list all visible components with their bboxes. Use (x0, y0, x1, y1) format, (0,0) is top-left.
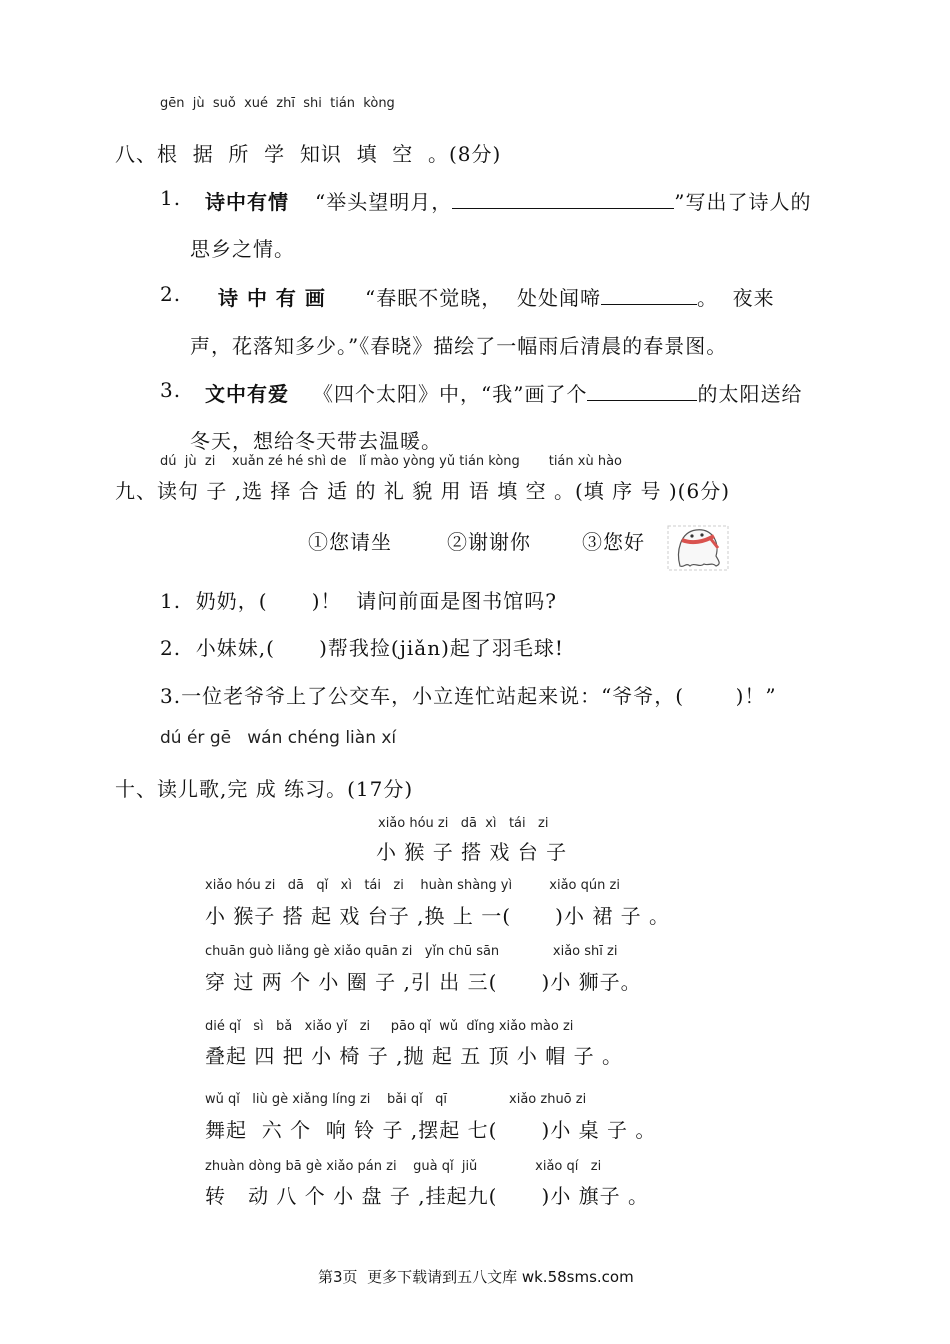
q8-1-text: “举头望明月， ”写出了诗人的 (315, 190, 812, 214)
q8-2-number: 2. (160, 282, 182, 306)
poem-line: 小 猴子 搭 起 戏 台子 ,换 上 一( )小 裙 子 。 (205, 904, 671, 928)
poem-line-pinyin: wǔ qǐ liù gè xiǎng líng zi bǎi qǐ qī xiǎo zhuō zi (205, 1092, 587, 1107)
q9-1: 1. 奶奶，( )！ 请问前面是图书馆吗? (160, 589, 557, 613)
section-10-title: 十、读儿歌,完 成 练习。(17分) (115, 777, 414, 801)
poem-line: 转 动 八 个 小 盘 子 ,挂起九( )小 旗子 。 (205, 1184, 650, 1208)
option-3: ③您好 (582, 530, 645, 554)
poem-line: 舞起 六 个 响 铃 子 ,摆起 七( )小 桌 子 。 (205, 1118, 657, 1142)
pinyin-hint: gēn jù suǒ xué zhī shi tián kòng (160, 96, 395, 111)
option-1: ①您请坐 (308, 530, 392, 554)
poem-title-pinyin: xiǎo hóu zi dā xì tái zi (378, 816, 549, 831)
option-2: ②谢谢你 (447, 530, 531, 554)
poem-line-pinyin: chuān guò liǎng gè xiǎo quān zi yǐn chū sān xiǎo shī zi (205, 944, 618, 959)
poem-line-pinyin: zhuàn dòng bā gè xiǎo pán zi guà qǐ jiǔ xiǎo qí zi (205, 1159, 602, 1174)
answer-blank[interactable] (601, 303, 697, 305)
q8-1-text-cont: 思乡之情。 (190, 237, 295, 261)
q8-3-number: 3. (160, 378, 182, 402)
section-9-title: 九、读句 子 ,选 择 合 适 的 礼 貌 用 语 填 空 。(填 序 号 )(6分) (115, 479, 731, 503)
section-9-pinyin: dú jù zi xuǎn zé hé shì de lǐ mào yòng yǔ tián kòng tián xù hào (160, 454, 622, 469)
q8-3-tag: 文中有爱 (205, 382, 289, 406)
q8-3-text: 《四个太阳》中，“我”画了个 的太阳送给 (313, 382, 803, 406)
q8-2-tag: 诗 中 有 画 (218, 286, 326, 310)
page-footer: 第3页 更多下载请到五八文库 wk.58sms.com (318, 1268, 634, 1286)
q9-3: 3.一位老爷爷上了公交车，小立连忙站起来说：“爷爷，( )！” (160, 684, 777, 708)
q8-2-text-cont: 声，花落知多少。”《春晓》描绘了一幅雨后清晨的春景图。 (190, 334, 728, 358)
poem-line: 穿 过 两 个 小 圈 子 ,引 出 三( )小 狮子。 (205, 970, 642, 994)
poem-line-pinyin: xiǎo hóu zi dā qǐ xì tái zi huàn shàng yì xiǎo qún zi (205, 878, 620, 893)
poem-line-pinyin: dié qǐ sì bǎ xiǎo yǐ zi pāo qǐ wǔ dǐng xiǎo mào zi (205, 1019, 574, 1034)
q8-1-number: 1. (160, 186, 182, 210)
q9-2: 2. 小妹妹,( )帮我捡(jiǎn)起了羽毛球! (160, 636, 564, 660)
answer-blank[interactable] (452, 207, 674, 209)
q8-3-text-cont: 冬天，想给冬天带去温暖。 (190, 429, 442, 453)
ghost-cartoon-icon (656, 503, 730, 576)
poem-title: 小 猴 子 搭 戏 台 子 (376, 840, 568, 864)
q8-1-tag: 诗中有情 (205, 190, 289, 214)
section-8-title: 八、根 据 所 学 知识 填 空 。(8分) (115, 142, 502, 166)
answer-blank[interactable] (587, 399, 697, 401)
poem-line: 叠起 四 把 小 椅 子 ,抛 起 五 顶 小 帽 子 。 (205, 1044, 624, 1068)
section-10-pinyin: dú ér gē wán chéng liàn xí (160, 728, 397, 748)
q8-2-text: “春眠不觉晓， 处处闻啼 。 夜来 (365, 286, 775, 310)
